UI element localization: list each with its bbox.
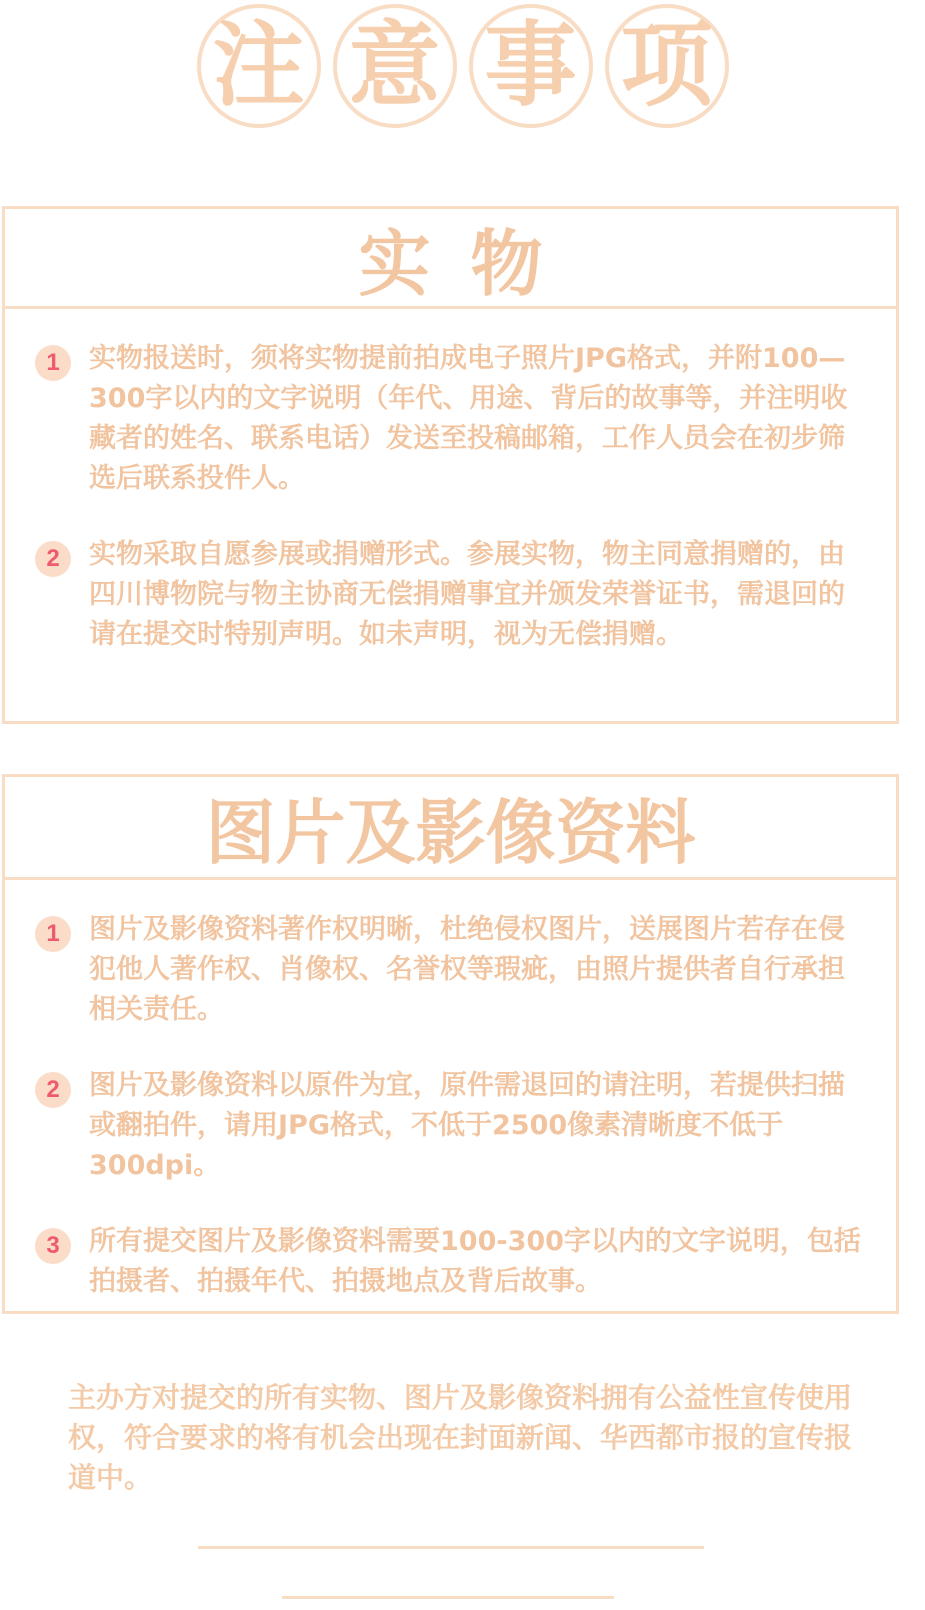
list-item	[35, 1066, 866, 1186]
section-heading: 实物	[5, 209, 896, 309]
item-text: 图片及影像资料著作权明晰，杜绝侵权图片，送展图片若存在侵犯他人著作权、肖像权、名誉权等瑕疵，由照片提供者自行承担相关责任。	[89, 914, 845, 1025]
list-item	[35, 535, 866, 655]
section-images-media	[2, 774, 899, 1314]
list-item	[35, 339, 866, 499]
item-list	[5, 309, 896, 655]
item-text: 所有提交图片及影像资料需要100-300字以内的文字说明，包括拍摄者、拍摄年代、拍摄地点及背后故事。	[89, 1226, 861, 1297]
title-char-circle: 注	[197, 4, 321, 128]
title-char-circle: 事	[469, 4, 593, 128]
number-badge: 2	[35, 541, 71, 577]
number-badge: 2	[35, 1072, 71, 1108]
divider	[282, 1596, 614, 1599]
item-text: 实物采取自愿参展或捐赠形式。参展实物，物主同意捐赠的，由四川博物院与物主协商无偿捐赠事宜并颁发荣誉证书，需退回的请在提交时特别声明。如未声明，视为无偿捐赠。	[89, 539, 845, 650]
item-text: 实物报送时，须将实物提前拍成电子照片JPG格式，并附100—300字以内的文字说明（年代、用途、背后的故事等，并注明收藏者的姓名、联系电话）发送至投稿邮箱，工作人员会在初步筛选后联系投件人。	[89, 343, 848, 494]
number-badge: 1	[35, 916, 71, 952]
footer-note: 主办方对提交的所有实物、图片及影像资料拥有公益性宣传使用权，符合要求的将有机会出现在封面新闻、华西都市报的宣传报道中。	[68, 1381, 853, 1494]
number-badge: 3	[35, 1228, 71, 1264]
page-title	[0, 4, 925, 136]
divider	[198, 1546, 704, 1549]
title-char-circle: 意	[333, 4, 457, 128]
list-item	[35, 910, 866, 1030]
item-list	[5, 880, 896, 1302]
title-char-circle: 项	[605, 4, 729, 128]
list-item	[35, 1222, 866, 1302]
section-physical-items	[2, 206, 899, 724]
item-text: 图片及影像资料以原件为宜，原件需退回的请注明，若提供扫描或翻拍件，请用JPG格式，不低于2500像素清晰度不低于300dpi。	[89, 1070, 845, 1181]
section-heading: 图片及影像资料	[5, 777, 896, 880]
number-badge: 1	[35, 345, 71, 381]
